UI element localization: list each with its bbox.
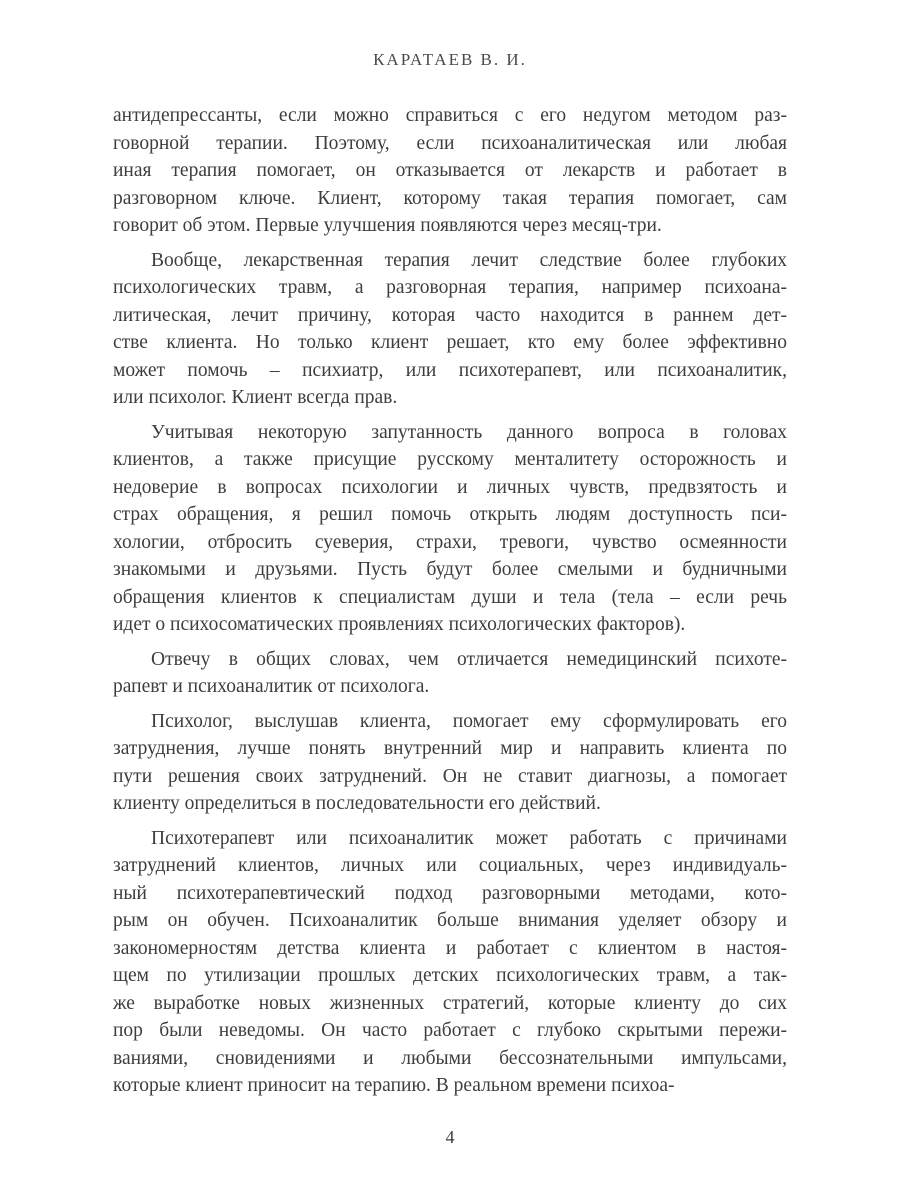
text-line: иная терапия помогает, он отказывается от лекарств и работает в — [113, 160, 787, 181]
text-line: Отвечу в общих словах, чем отличается немедицинский психоте- — [151, 648, 787, 670]
paragraph — [113, 102, 787, 240]
text-line: говорной терапии. Поэтому, если психоаналитическая или любая — [113, 132, 787, 154]
text-line: Учитывая некоторую запутанность данного вопроса в головах — [151, 421, 787, 443]
text-line: разговорном ключе. Клиент, которому такая терапия помогает, сам — [113, 187, 787, 209]
text-line: Вообще, лекарственная терапия лечит следствие более глубоких — [151, 249, 787, 271]
text-line: психологических травм, а разговорная терапия, например психоана- — [113, 277, 787, 298]
text-line: пути решения своих затруднений. Он не ставит диагнозы, а помогает — [113, 765, 787, 787]
text-line: затруднения, лучше понять внутренний мир и направить клиента по — [113, 738, 787, 759]
text-line: обращения клиентов к специалистам души и тела (тела – если речь — [113, 586, 787, 608]
text-line: же выработке новых жизненных стратегий, которые клиенту до сих — [113, 992, 787, 1014]
text-line: закономерностям детства клиента и работает с клиентом в настоя- — [113, 937, 787, 959]
text-line: ный психотерапевтический подход разговорными методами, кото- — [113, 882, 787, 904]
text-line: говорит об этом. Первые улучшения появляются через месяц-три. — [113, 215, 662, 236]
text-line: которые клиент приносит на терапию. В реальном времени психоа- — [113, 1075, 675, 1096]
text-line: антидепрессанты, если можно справиться с его недугом методом раз- — [113, 105, 787, 126]
text-line: литическая, лечит причину, которая часто находится в раннем дет- — [113, 304, 787, 326]
text-line: Психотерапевт или психоаналитик может работать с причинами — [151, 827, 787, 849]
text-line: клиенту определиться в последовательности его действий. — [113, 793, 601, 814]
text-line: хологии, отбросить суеверия, страхи, тревоги, чувство осмеянности — [113, 531, 787, 553]
text-line: щем по утилизации прошлых детских психологических травм, а так- — [113, 965, 787, 986]
text-line: страх обращения, я решил помочь открыть людям доступность пси- — [113, 504, 787, 525]
text-line: может помочь – психиатр, или психотерапевт, или психоаналитик, — [113, 359, 787, 381]
text-line: недоверие в вопросах психологии и личных чувств, предвзятость и — [113, 476, 787, 498]
text-line: затруднений клиентов, личных или социальных, через индивидуаль- — [113, 855, 787, 876]
text-line: ваниями, сновидениями и любыми бессознательными импульсами, — [113, 1047, 787, 1069]
text-line: знакомыми и друзьями. Пусть будут более смелыми и будничными — [113, 559, 787, 580]
paragraph — [113, 419, 787, 639]
paragraph — [113, 708, 787, 818]
page-number: 4 — [445, 1127, 455, 1147]
paragraph — [113, 646, 787, 701]
text-block — [113, 102, 787, 1100]
text-line: рым он обучен. Психоаналитик больше внимания уделяет обзору и — [113, 910, 787, 931]
text-line: клиентов, а также присущие русскому менталитету осторожность и — [113, 449, 787, 470]
paragraph — [113, 247, 787, 412]
text-line: Психолог, выслушав клиента, помогает ему сформулировать его — [151, 710, 787, 732]
text-line: пор были неведомы. Он часто работает с глубоко скрытыми пережи- — [113, 1020, 787, 1041]
running-header: КАРАТАЕВ В. И. — [373, 50, 527, 69]
text-line: стве клиента. Но только клиент решает, кто ему более эффективно — [113, 332, 787, 353]
text-line: или психолог. Клиент всегда прав. — [113, 387, 398, 408]
paragraph — [113, 825, 787, 1100]
text-line: идет о психосоматических проявлениях психологических факторов). — [113, 614, 686, 635]
text-line: рапевт и психоаналитик от психолога. — [113, 676, 430, 697]
